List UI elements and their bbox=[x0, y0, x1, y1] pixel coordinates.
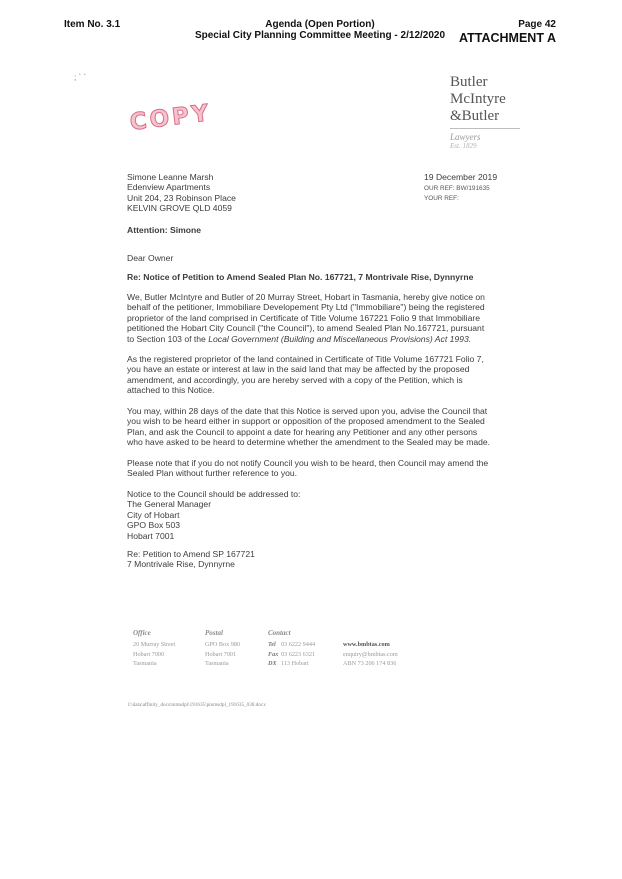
paragraph-line: As the registered proprietor of the land contained in Certificate of Title Volume 167721 Folio 7, bbox=[127, 354, 484, 364]
paragraph-line bbox=[127, 334, 512, 344]
logo-established: Est. 1829 bbox=[450, 142, 477, 150]
item-number: Item No. 3.1 bbox=[64, 19, 121, 30]
footer-fax bbox=[268, 650, 315, 660]
act-prefix: to Section 103 of the bbox=[127, 333, 209, 344]
our-reference: OUR REF: BW/191635 bbox=[424, 185, 490, 192]
footer-postal-heading: Postal bbox=[205, 629, 223, 637]
document-filepath: I:\data\affinity_docs\mmsdpl\191635\pinmsdpl_191635_038.docx bbox=[128, 702, 266, 708]
footer-office-heading: Office bbox=[133, 629, 151, 637]
dx-label: DX bbox=[268, 660, 277, 667]
recipient-name: Simone Leanne Marsh bbox=[127, 172, 214, 182]
footer-postal bbox=[205, 628, 240, 669]
recipient-city: KELVIN GROVE QLD 4059 bbox=[127, 203, 232, 214]
paragraph-line: Plan, and ask the Council to appoint a date for hearing any Petitioner and any other persons bbox=[127, 426, 478, 437]
recipient-street: Unit 204, 23 Robinson Place bbox=[127, 192, 236, 203]
subject-line: Re: Notice of Petition to Amend Sealed Plan No. 167721, 7 Montrivale Rise, Dynnyrne bbox=[127, 272, 474, 282]
paragraph-line: Sealed Plan without further reference to you. bbox=[127, 468, 298, 479]
paragraph-3 bbox=[127, 406, 512, 448]
your-reference: YOUR REF: bbox=[424, 195, 459, 202]
attention-line: Attention: Simone bbox=[127, 225, 201, 235]
salutation: Dear Owner bbox=[127, 253, 174, 263]
footer-tel bbox=[268, 640, 315, 650]
act-title: Local Government (Building and Miscellaneous Provisions) Act 1993. bbox=[208, 333, 472, 344]
logo-line-1: Butler bbox=[450, 74, 488, 90]
paragraph-line: Hobart 7001 bbox=[127, 530, 175, 541]
paragraph-line: You may, within 28 days of the date that this Notice is served upon you, advise the Council that bbox=[127, 406, 488, 416]
logo-line-2: McIntyre bbox=[450, 91, 506, 107]
copy-stamp: COPY bbox=[128, 100, 213, 136]
paragraph-line: Please note that if you do not notify Council you wish to be heard, then Council may amend the bbox=[127, 458, 489, 468]
recipient-address bbox=[127, 172, 236, 214]
paragraph-line: Notice to the Council should be addressed to: bbox=[127, 489, 301, 499]
logo-lawyers: Lawyers bbox=[450, 132, 481, 142]
paragraph-line: you wish to be heard either in support or opposition of the proposed amendment to the Sealed bbox=[127, 416, 485, 427]
footer-dx bbox=[268, 659, 315, 669]
logo-divider bbox=[450, 128, 520, 129]
footer-line: Hobart 7000 bbox=[133, 650, 165, 658]
footer-contact-heading: Contact bbox=[268, 629, 291, 637]
footer-line: GPO Box 980 bbox=[205, 641, 241, 648]
letter-date: 19 December 2019 bbox=[424, 172, 498, 182]
stray-marks: ; ` ` bbox=[74, 73, 86, 82]
footer-web bbox=[343, 640, 398, 669]
tel-label: Tel bbox=[268, 641, 276, 648]
footer-contact bbox=[268, 628, 315, 669]
logo-line-3: &Butler bbox=[450, 108, 500, 124]
footer-office bbox=[133, 628, 175, 669]
paragraph-line: behalf of the petitioner, Immobiliare Developement Pty Ltd ("Immobiliare") being the registered bbox=[127, 302, 485, 313]
agenda-line-2: Special City Planning Committee Meeting - 2/12/2020 bbox=[194, 30, 446, 41]
paragraph-line: Re: Petition to Amend SP 167721 bbox=[127, 549, 255, 559]
paragraph-line: We, Butler McIntyre and Butler of 20 Murray Street, Hobart in Tasmania, hereby give notice on bbox=[127, 292, 485, 302]
paragraph-line: petitioned the Hobart City Council ("the Council"), to amend Sealed Plan No.167721, pursuant bbox=[127, 323, 485, 334]
page-number: Page 42 bbox=[518, 19, 556, 30]
paragraph-line: who have asked to be heard to determine whether the amendment to the Sealed may be made. bbox=[127, 437, 491, 448]
footer-email: enquiry@bmbtas.com bbox=[343, 650, 398, 658]
council-address bbox=[127, 489, 512, 541]
paragraph-4 bbox=[127, 458, 512, 479]
agenda-title bbox=[170, 19, 470, 41]
footer-line: Hobart 7001 bbox=[205, 650, 237, 658]
paragraph-line: attached to this Notice. bbox=[127, 385, 215, 396]
paragraph-line: GPO Box 503 bbox=[127, 520, 181, 531]
paragraph-1 bbox=[127, 292, 512, 344]
paragraph-line: amendment, and accordingly, you are hereby served with a copy of the Petition, which is bbox=[127, 374, 463, 385]
footer-line: Tasmania bbox=[205, 660, 229, 667]
fax-value: 03 6223 6321 bbox=[281, 650, 316, 658]
paragraph-line: proprietor of the land comprised in Certificate of Title Volume 167221 Folio 9 that Immobiliare bbox=[127, 312, 481, 323]
fax-label: Fax bbox=[268, 650, 279, 658]
footer-line: Tasmania bbox=[133, 660, 157, 667]
recipient-building: Edenview Apartments bbox=[127, 182, 211, 193]
paragraph-line: 7 Montrivale Rise, Dynnyrne bbox=[127, 559, 235, 570]
footer-website: www.bmbtas.com bbox=[343, 641, 390, 648]
attachment-label: ATTACHMENT A bbox=[459, 31, 556, 45]
paragraph-line: City of Hobart bbox=[127, 509, 180, 520]
footer-line: 20 Murray Street bbox=[133, 641, 176, 648]
paragraph-2 bbox=[127, 354, 512, 396]
paragraph-line: you have an estate or interest at law in the said land that may be affected by the proposed bbox=[127, 364, 470, 375]
firm-logo bbox=[450, 74, 550, 151]
dx-value: 113 Hobart bbox=[281, 660, 309, 667]
paragraph-line: The General Manager bbox=[127, 499, 212, 510]
tel-value: 03 6222 9444 bbox=[281, 641, 316, 648]
footer-abn: ABN 73 206 174 836 bbox=[343, 660, 397, 667]
agenda-line-1: Agenda (Open Portion) bbox=[265, 19, 375, 30]
closing-reference bbox=[127, 549, 512, 570]
